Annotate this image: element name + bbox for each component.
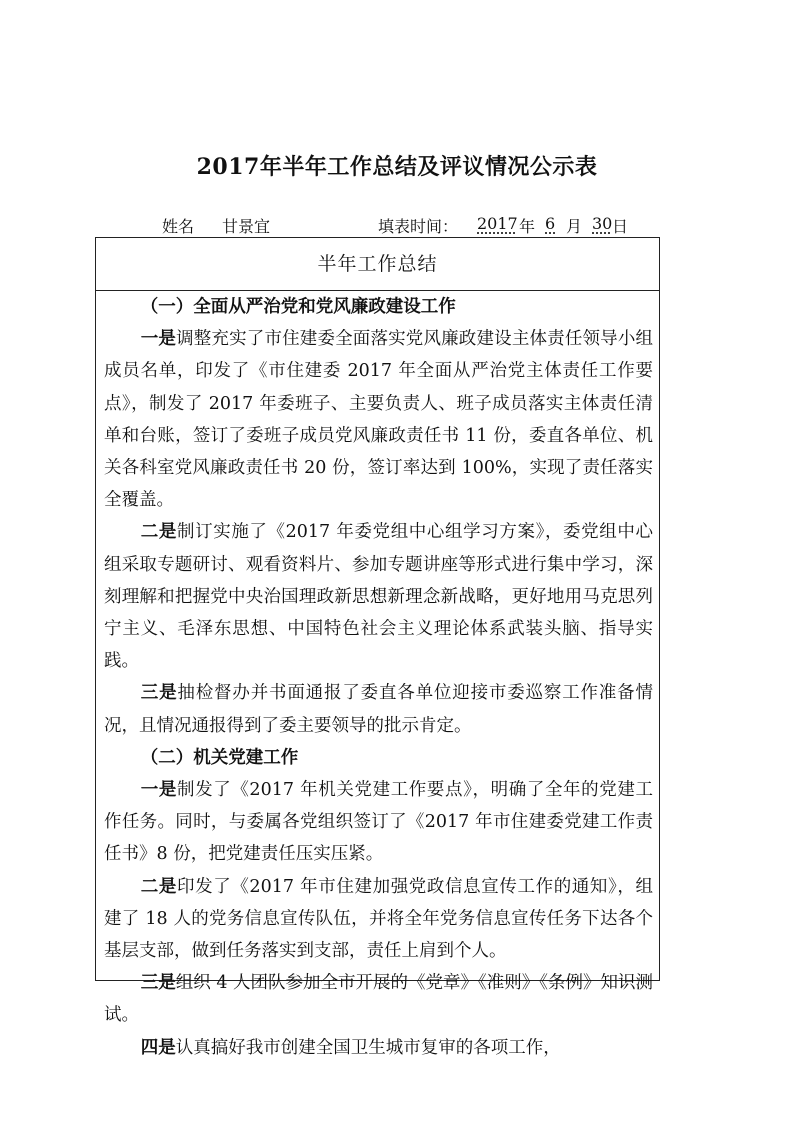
- paragraph: [104, 323, 653, 516]
- section-heading: （一）全面从严治党和党风廉政建设工作: [140, 297, 456, 317]
- section-heading: （二）机关党建工作: [140, 747, 299, 768]
- paragraph: [104, 677, 653, 741]
- paragraph-lead: 二是: [140, 522, 177, 543]
- date-year: 2017: [477, 214, 518, 233]
- paragraph-text: 调整充实了市住建委全面落实党风廉政建设主体责任领导小组成员名单，印发了《市住建委 2017 年全面从严治党主体责任工作要点》，制发了 2017 年委班子、主要负责人、班子成员落实主体责任清单和台账，签订了委班子成员党风廉政责任书 11 份，委直各单位、机关各科室党风廉政责任书 20 份，签订率达到 100%，实现了责任落实全覆盖。: [104, 329, 654, 511]
- name-label: 姓名: [162, 217, 195, 236]
- date-month-unit: 月: [566, 217, 583, 236]
- date-day: 30: [592, 214, 613, 233]
- paragraph-text: 印发了《2017 年市住建加强党政信息宣传工作的通知》，组建了 18 人的党务信息宣传队伍，并将全年党务信息宣传任务下达各个基层支部，做到任务落实到支部，责任上肩到个人。: [104, 876, 653, 962]
- paragraph-lead: 一是: [140, 329, 177, 350]
- paragraph-text: 制订实施了《2017 年委党组中心组学习方案》，委党组中心组采取专题研讨、观看资料片、参加专题讲座等形式进行集中学习，深刻理解和把握党中央治国理政新思想新理念新战略，更好地用马克思列宁主义、毛泽东思想、中国特色社会主义理论体系武装头脑、指导实践。: [104, 522, 653, 672]
- paragraph-text: 认真搞好我市创建全国卫生城市复审的各项工作，: [175, 1037, 561, 1058]
- date-day-unit: 日: [612, 217, 629, 236]
- date-month: 6: [545, 214, 556, 233]
- paragraph-text: 组织 4 人团队参加全市开展的《党章》《准则》《条例》知识测试。: [104, 973, 654, 1026]
- paragraph-lead: 四是: [140, 1037, 176, 1058]
- paragraph: [104, 871, 653, 968]
- name-value: 甘景宜: [222, 217, 271, 236]
- date-year-unit: 年: [519, 217, 536, 236]
- table-header: 半年工作总结: [96, 238, 659, 291]
- paragraph: [104, 774, 653, 871]
- paragraph: [104, 967, 653, 1031]
- paragraph-text: 抽检督办并书面通报了委直各单位迎接市委巡察工作准备情况，且情况通报得到了委主要领导的批示肯定。: [104, 683, 654, 736]
- paragraph-lead: 三是: [140, 973, 176, 994]
- paragraph-text: 制发了《2017 年机关党建工作要点》，明确了全年的党建工作任务。同时，与委属各党组织签订了《2017 年市住建委党建工作责任书》8 份，把党建责任压实压紧。: [104, 780, 653, 865]
- paragraph-lead: 二是: [140, 876, 177, 897]
- date-label: 填表时间：: [378, 217, 459, 236]
- paragraph-lead: 三是: [140, 683, 178, 704]
- paragraph-lead: 一是: [140, 780, 177, 801]
- paragraph: [104, 516, 653, 677]
- paragraph: [104, 1032, 653, 1064]
- summary-content: [96, 291, 659, 1064]
- summary-table: [95, 237, 660, 1058]
- document-title: 2017年半年工作总结及评议情况公示表: [196, 154, 598, 180]
- form-meta-row: [0, 214, 794, 238]
